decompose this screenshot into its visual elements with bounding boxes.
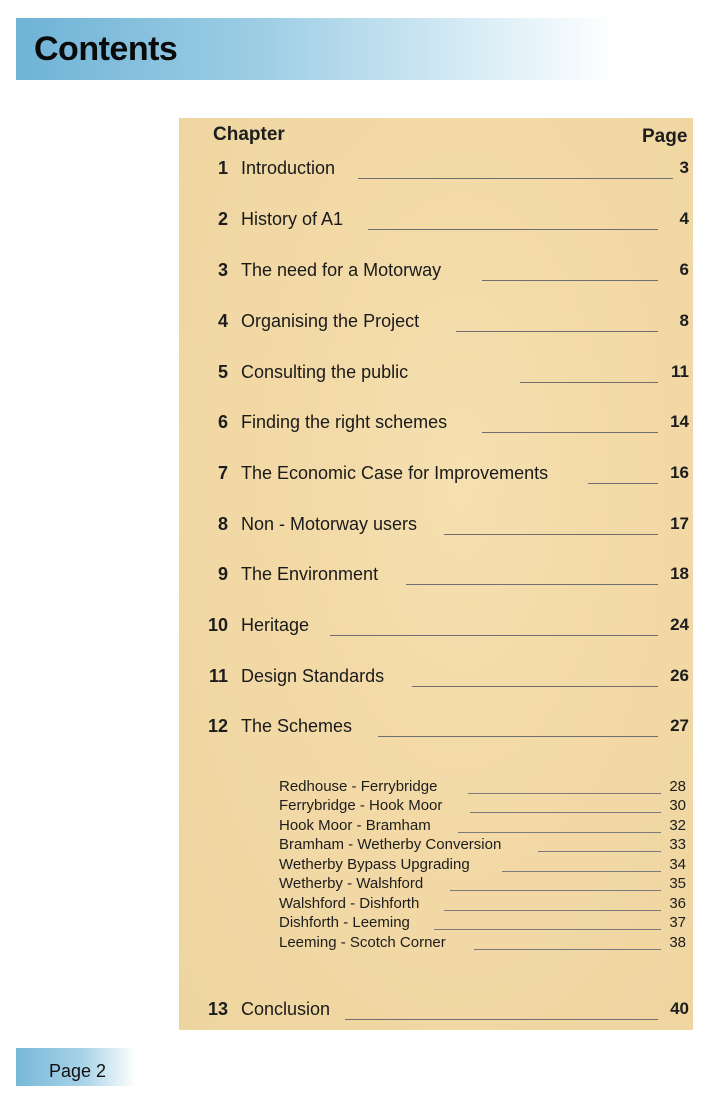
dot-leader	[345, 1019, 658, 1020]
dot-leader	[456, 331, 658, 332]
scheme-title: Hook Moor - Bramham	[279, 817, 431, 834]
dot-leader	[450, 890, 661, 891]
dot-leader	[406, 584, 658, 585]
chapter-column-header: Chapter	[213, 124, 285, 145]
chapter-page: 4	[679, 209, 689, 228]
chapter-page: 27	[670, 716, 689, 735]
scheme-entry[interactable]	[0, 797, 703, 816]
dot-leader	[412, 686, 658, 687]
chapter-page: 16	[670, 463, 689, 482]
chapter-title: The Environment	[241, 564, 379, 584]
page-column-header: Page	[642, 126, 688, 147]
chapter-title: Conclusion	[241, 999, 331, 1019]
scheme-page: 35	[669, 875, 686, 892]
scheme-page: 36	[669, 895, 686, 912]
scheme-title: Bramham - Wetherby Conversion	[279, 836, 502, 853]
toc-entry[interactable]	[0, 564, 703, 594]
chapter-title: History of A1	[241, 209, 344, 229]
chapter-number: 13	[207, 999, 228, 1019]
chapter-title: Non - Motorway users	[241, 514, 418, 534]
toc-entry[interactable]	[0, 362, 703, 392]
chapter-number: 10	[207, 615, 228, 635]
dot-leader	[588, 483, 658, 484]
scheme-page: 30	[669, 797, 686, 814]
page-title: Contents	[34, 30, 178, 68]
scheme-title: Dishforth - Leeming	[279, 914, 410, 931]
scheme-entry[interactable]	[0, 934, 703, 953]
scheme-title: Wetherby Bypass Upgrading	[279, 856, 470, 873]
chapter-title: Finding the right schemes	[241, 412, 448, 432]
scheme-entry[interactable]	[0, 817, 703, 836]
scheme-title: Leeming - Scotch Corner	[279, 934, 446, 951]
page-number: Page 2	[49, 1061, 107, 1081]
toc-entry[interactable]	[0, 209, 703, 239]
chapter-number: 8	[217, 514, 228, 534]
dot-leader	[470, 812, 661, 813]
scheme-entry[interactable]	[0, 875, 703, 894]
scheme-title: Ferrybridge - Hook Moor	[279, 797, 443, 814]
chapter-number: 5	[217, 362, 228, 382]
dot-leader	[538, 851, 661, 852]
dot-leader	[368, 229, 658, 230]
toc-entry[interactable]	[0, 514, 703, 544]
dot-leader	[330, 635, 658, 636]
scheme-page: 37	[669, 914, 686, 931]
chapter-number: 11	[208, 666, 228, 686]
dot-leader	[520, 382, 658, 383]
toc-entry[interactable]	[0, 260, 703, 290]
dot-leader	[482, 432, 658, 433]
chapter-page: 40	[670, 999, 689, 1018]
chapter-number: 1	[217, 158, 228, 178]
toc-entry[interactable]	[0, 311, 703, 341]
dot-leader	[458, 832, 661, 833]
toc-entry[interactable]	[0, 716, 703, 746]
chapter-number: 7	[217, 463, 228, 483]
chapter-title: The Schemes	[241, 716, 353, 736]
chapter-title: Organising the Project	[241, 311, 420, 331]
chapter-page: 14	[670, 412, 689, 431]
dot-leader	[358, 178, 673, 179]
chapter-title: Introduction	[241, 158, 336, 178]
chapter-page: 24	[670, 615, 689, 634]
scheme-title: Walshford - Dishforth	[279, 895, 420, 912]
scheme-entry[interactable]	[0, 778, 703, 797]
chapter-title: Consulting the public	[241, 362, 409, 382]
toc-entry-conclusion[interactable]	[0, 999, 703, 1029]
chapter-title: The need for a Motorway	[241, 260, 442, 280]
chapter-page: 3	[679, 158, 689, 177]
scheme-title: Wetherby - Walshford	[279, 875, 424, 892]
chapter-number: 3	[217, 260, 228, 280]
chapter-title: Heritage	[241, 615, 310, 635]
dot-leader	[482, 280, 658, 281]
chapter-number: 12	[207, 716, 228, 736]
chapter-number: 6	[217, 412, 228, 432]
scheme-page: 32	[669, 817, 686, 834]
chapter-title: The Economic Case for Improvements	[241, 463, 549, 483]
dot-leader	[444, 534, 658, 535]
dot-leader	[502, 871, 661, 872]
scheme-page: 38	[669, 934, 686, 951]
chapter-number: 4	[217, 311, 228, 331]
chapter-page: 11	[671, 362, 689, 381]
scheme-page: 33	[669, 836, 686, 853]
dot-leader	[444, 910, 661, 911]
scheme-entry[interactable]	[0, 856, 703, 875]
scheme-page: 28	[669, 778, 686, 795]
chapter-number: 2	[217, 209, 228, 229]
dot-leader	[468, 793, 661, 794]
chapter-page: 18	[670, 564, 689, 583]
dot-leader	[434, 929, 661, 930]
scheme-page: 34	[669, 856, 686, 873]
toc-entry[interactable]	[0, 412, 703, 442]
toc-entry[interactable]	[0, 666, 703, 696]
dot-leader	[378, 736, 658, 737]
toc-entry[interactable]	[0, 158, 703, 188]
chapter-page: 26	[670, 666, 689, 685]
chapter-number: 9	[217, 564, 228, 584]
toc-entry[interactable]	[0, 615, 703, 645]
chapter-page: 6	[679, 260, 689, 279]
scheme-entry[interactable]	[0, 895, 703, 914]
dot-leader	[474, 949, 661, 950]
chapter-title: Design Standards	[241, 666, 385, 686]
scheme-title: Redhouse - Ferrybridge	[279, 778, 438, 795]
chapter-page: 8	[679, 311, 689, 330]
scheme-entry[interactable]	[0, 914, 703, 933]
toc-entry[interactable]	[0, 463, 703, 493]
scheme-entry[interactable]	[0, 836, 703, 855]
chapter-page: 17	[670, 514, 689, 533]
